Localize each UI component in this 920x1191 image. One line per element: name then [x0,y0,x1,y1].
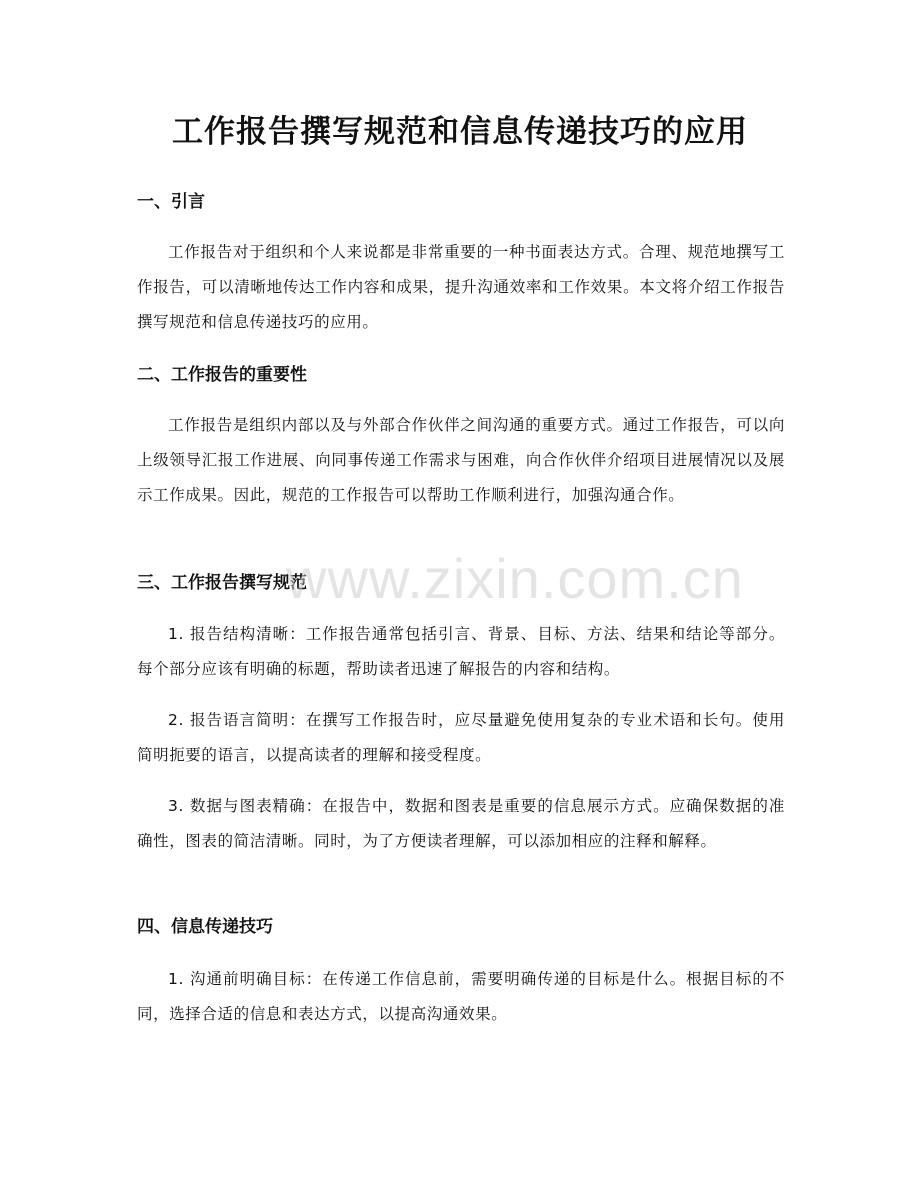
watermark-text: www.zixin.com.cn [286,547,744,610]
paragraph-tip-clear-goal: 1. 沟通前明确目标：在传递工作信息前，需要明确传递的目标是什么。根据目标的不同，选择合适的信息和表达方式，以提高沟通效果。 [137,970,785,1023]
section-heading-communication-tips: 四、信息传递技巧 [137,917,273,937]
paragraph-standard-language: 2. 报告语言简明：在撰写工作报告时，应尽量避免使用复杂的专业术语和长句。使用简明扼要的语言，以提高读者的理解和接受程度。 [137,711,785,764]
section-heading-importance: 二、工作报告的重要性 [137,365,307,385]
section-heading-introduction: 一、引言 [137,192,205,212]
paragraph-importance: 工作报告是组织内部以及与外部合作伙伴之间沟通的重要方式。通过工作报告，可以向上级领导汇报工作进展、向同事传递工作需求与困难，向合作伙伴介绍项目进展情况以及展示工作成果。因此，规范的工作报告可以帮助工作顺利进行，加强沟通合作。 [137,416,785,504]
section-heading-writing-standards: 三、工作报告撰写规范 [137,573,307,593]
paragraph-standard-structure: 1. 报告结构清晰：工作报告通常包括引言、背景、目标、方法、结果和结论等部分。每个部分应该有明确的标题，帮助读者迅速了解报告的内容和结构。 [137,625,785,678]
paragraph-standard-data-charts: 3. 数据与图表精确：在报告中，数据和图表是重要的信息展示方式。应确保数据的准确性，图表的简洁清晰。同时，为了方便读者理解，可以添加相应的注释和解释。 [137,797,785,850]
document-title: 工作报告撰写规范和信息传递技巧的应用 [172,114,748,150]
paragraph-introduction: 工作报告对于组织和个人来说都是非常重要的一种书面表达方式。合理、规范地撰写工作报告，可以清晰地传达工作内容和成果，提升沟通效率和工作效果。本文将介绍工作报告撰写规范和信息传递技巧的应用。 [137,243,785,331]
